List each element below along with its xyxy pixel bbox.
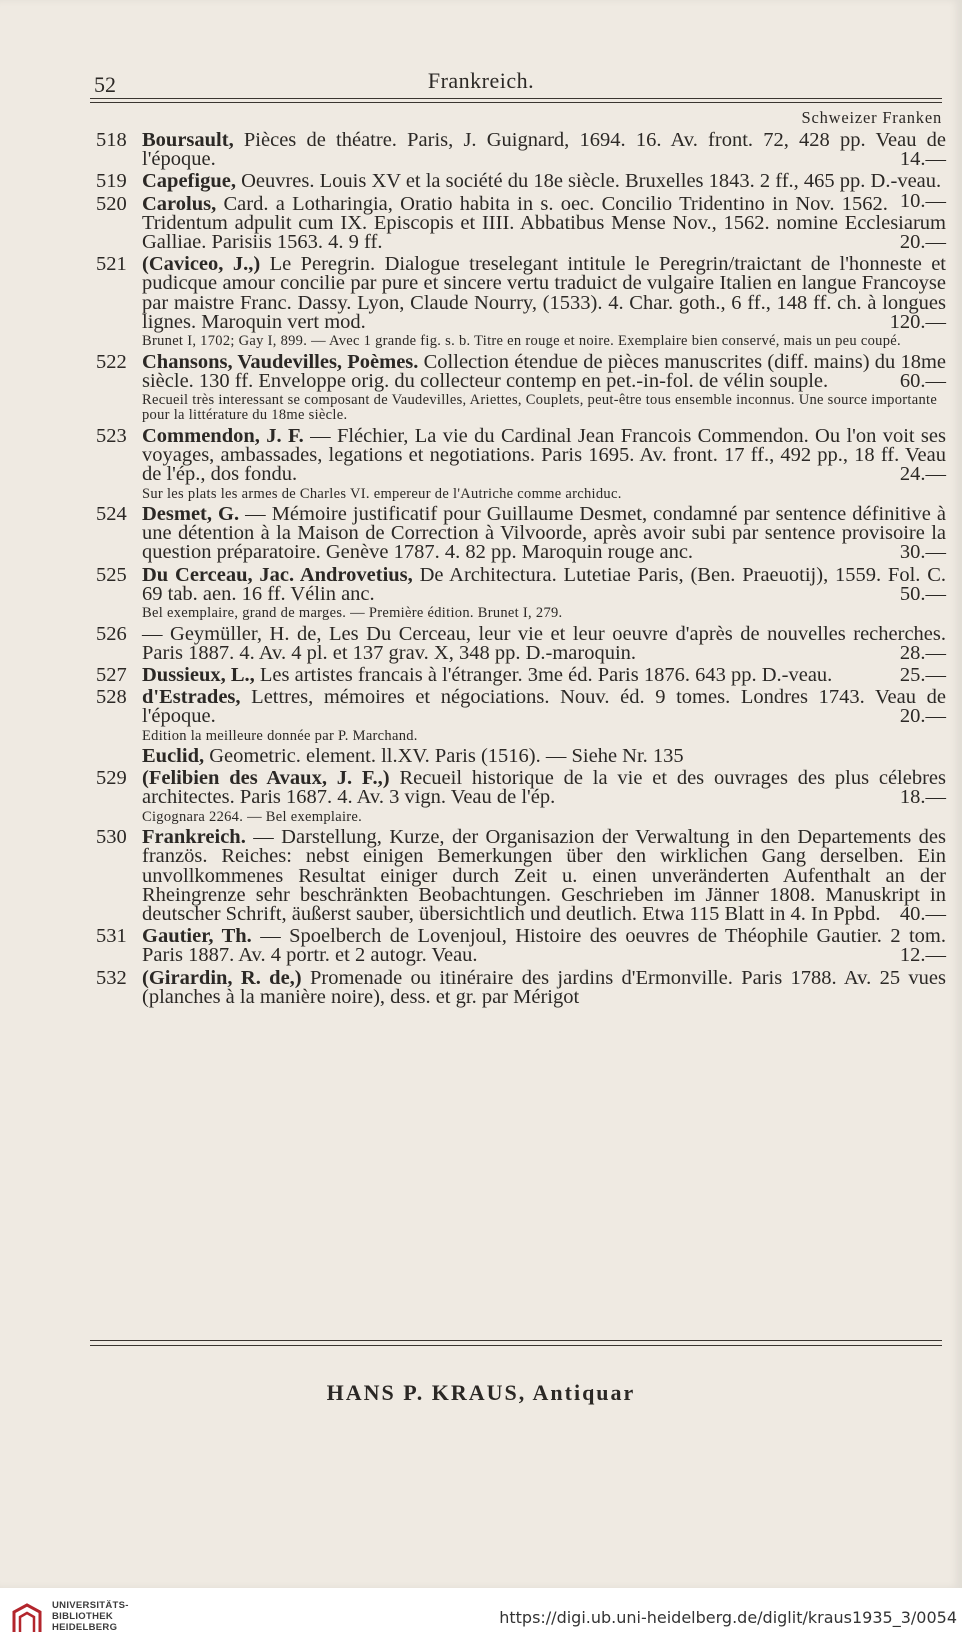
entry-author: (Caviceo, J.,) [142, 253, 261, 276]
entry-description: Promenade ou itinéraire des jardins d'Ermonville. Paris 1788. Av. 25 vues (planches à la manière noire), dess. et gr. par Mérigot [142, 966, 946, 1008]
entry-price: 40.— [899, 903, 946, 925]
source-url[interactable]: https://digi.ub.uni-heidelberg.de/diglit/kraus1935_3/0054 [499, 1608, 957, 1627]
entry-description: Pièces de théatre. Paris, J. Guignard, 1694. 16. Av. front. 72, 428 pp. Veau de l'époque. [142, 129, 946, 171]
catalog-entry [96, 747, 946, 766]
entry-description: — Mémoire justificatif pour Guillaume Desmet, condamné par sentence définitive à une détention à la Maison de Correction à Vilvoorde, après avoir subi par sentence provisoire la question préparatoire. Genève 1787. 4. 82 pp. Maroquin rouge anc. [142, 503, 946, 564]
entry-note: Recueil très interessant se composant de Vaudevilles, Ariettes, Couplets, peut-être tous ensemble inconnus. Une source importante pour la littérature du 18me siècle. [142, 391, 938, 424]
entry-author: Capefigue, [142, 170, 236, 193]
entry-number: 522 [96, 350, 127, 373]
header-rule-bottom [90, 102, 942, 103]
catalog-entry [96, 505, 946, 563]
catalog-entry [96, 622, 946, 664]
header-rule-top [90, 98, 942, 99]
entry-number: 526 [96, 622, 127, 645]
catalog-entry [96, 927, 946, 965]
entry-description: Card. a Lotharingia, Oratio habita in s. oec. Concilio Tridentino in Nov. 1562. Tridentum adpulit cum IX. Episcopis et IIII. Abbatibus Mense Nov., 1562. nomine Ecclesiarum Galliae. Parisiis 1563. 4. 9 ff. [142, 192, 946, 254]
entry-description: — Darstellung, Kurze, der Organisazion der Verwaltung in den Departements des französ. Reiches: nebst einigen Bemerkungen über den wirklichen Gang derselben. Ein unvollkommenes Resultat einiger durch Zeit u. einen unveränderten Aufenthalt an der Rheingrenze sehr beschränkten Beobachtungen. Geschrieben im Jänner 1808. Manuskript in deutscher Schrift, äußerst sauber, übersichtlich und deutlich. Etwa 115 Blatt in 4. In Ppbd. [142, 826, 946, 925]
entry-author: Boursault, [142, 129, 234, 151]
entry-author: Commendon, J. F. [142, 424, 304, 447]
catalog-entry [96, 192, 946, 254]
entry-price: 24.— [899, 463, 946, 486]
entry-price: 18.— [899, 786, 946, 809]
catalog-entry [96, 563, 947, 622]
catalog-entry [96, 688, 946, 744]
footer-rule-bottom [90, 1345, 942, 1346]
entry-price: 30.— [899, 541, 946, 564]
entry-description: — Geymüller, H. de, Les Du Cerceau, leur vie et leur oeuvre d'après de nouvelles recherches. Paris 1887. 4. Av. 4 pl. et 137 grav. X, 348 pp. D.-maroquin. [142, 622, 946, 664]
entry-number: 527 [96, 663, 127, 686]
entry-number: 529 [96, 767, 127, 790]
entry-description: Lettres, mémoires et négociations. Nouv. éd. 9 tomes. Londres 1743. Veau de l'époque. [142, 686, 946, 728]
catalog-entry [96, 350, 947, 424]
entry-number: 528 [96, 686, 127, 709]
entry-author: Euclid, [142, 745, 205, 768]
entry-note: Bel exemplaire, grand de marges. — Première édition. Brunet I, 279. [142, 605, 563, 622]
entry-text [142, 769, 946, 807]
entry-author: Du Cerceau, Jac. Androvetius, [142, 563, 413, 586]
publisher-name: HANS P. KRAUS, Antiquar [326, 1380, 636, 1405]
entry-number: 523 [96, 424, 127, 447]
entry-note: Brunet I, 1702; Gay I, 899. — Avec 1 grande fig. s. b. Titre en rouge et noire. Exemplaire bien conservé, mais un peu coupé. [142, 333, 901, 350]
entry-number: 530 [96, 826, 127, 849]
entry-number: 524 [96, 503, 127, 526]
entry-text [142, 622, 946, 664]
entry-text [142, 563, 947, 605]
entry-text [142, 688, 946, 726]
entry-number: 518 [96, 129, 127, 151]
entry-text [142, 192, 946, 254]
entry-price: 60.— [899, 369, 946, 392]
entry-text [142, 828, 946, 924]
entry-text [142, 424, 946, 486]
entry-text [142, 255, 946, 332]
entry-text [142, 505, 946, 563]
entry-note: Edition la meilleure donnée par P. Marchand. [142, 727, 418, 744]
page-number: 52 [94, 72, 116, 97]
entry-number: 532 [96, 966, 127, 989]
entry-author: Carolus, [142, 192, 217, 215]
entry-description: Recueil historique de la vie et des ouvrages des plus célebres architectes. Paris 1687. 4. Av. 3 vign. Veau de l'ép. [142, 767, 946, 809]
entry-text [142, 927, 946, 965]
entry-author: d'Estrades, [142, 686, 241, 709]
entry-author: Dussieux, L., [142, 663, 255, 686]
entry-text [142, 350, 947, 392]
entry-note: Cigognara 2264. — Bel exemplaire. [142, 808, 363, 825]
entry-number: 519 [96, 170, 127, 193]
entry-number: 520 [96, 192, 127, 215]
entry-number: 521 [96, 253, 127, 276]
entry-description: Geometric. element. ll.XV. Paris (1516). — Siehe Nr. 135 [204, 745, 684, 768]
entry-price: 10.— [899, 189, 946, 212]
entry-price: 20.— [899, 231, 946, 254]
entry-text [142, 663, 946, 686]
catalog-entries [96, 131, 946, 1010]
entry-author: Chansons, Vaudevilles, Poèmes. [142, 350, 419, 373]
entry-author: Desmet, G. [142, 503, 240, 526]
entry-description: — Spoelberch de Lovenjoul, Histoire des oeuvres de Théophile Gautier. 2 tom. Paris 1887. Av. 4 portr. et 2 autogr. Veau. [142, 925, 946, 967]
entry-description: De Architectura. Lutetiae Paris, (Ben. Praeuotij), 1559. Fol. C. 69 tab. aen. 16 ff. Vélin anc. [142, 563, 947, 605]
university-logo-icon [10, 1602, 44, 1636]
viewer-footer [0, 1588, 971, 1651]
entry-author: (Girardin, R. de,) [142, 966, 302, 989]
entry-text [142, 966, 946, 1008]
entry-price: 120.— [889, 310, 946, 333]
entry-description: Le Peregrin. Dialogue treselegant intitule le Peregrin/traictant de l'honneste et pudicque amour concilie par pure et sincere vertu traduict de vulgaire Italien en langue Francoyse par maistre Franc. Dassy. Lyon, Claude Nourry, (1533). 4. Char. goth., 6 ff., 148 ff. ch. à longues lignes. Maroquin vert mod. [142, 253, 947, 333]
catalog-entry [96, 255, 946, 349]
catalog-entry [96, 966, 946, 1008]
entry-price: 50.— [899, 582, 946, 605]
catalog-entry [96, 131, 946, 169]
page-title: Frankreich. [427, 68, 535, 93]
entry-price: 28.— [899, 641, 946, 664]
entry-note: Sur les plats les armes de Charles VI. empereur de l'Autriche comme archiduc. [142, 485, 622, 502]
catalog-entry [96, 663, 946, 686]
footer-rule-top [90, 1340, 942, 1341]
currency-subhead: Schweizer Franken [801, 108, 942, 127]
entry-description: Les artistes francais à l'étranger. 3me éd. Paris 1876. 643 pp. D.-veau. [254, 663, 833, 686]
entry-author: (Felibien des Avaux, J. F.,) [142, 767, 390, 790]
entry-description: — Fléchier, La vie du Cardinal Jean Francois Commendon. Ou l'on voit ses voyages, ambassades, legations et negotiations. Paris 1695. Av. front. 17 ff., 492 pp., 18 ff. Veau de l'ép., dos fondu. [142, 424, 946, 486]
catalog-entry [96, 828, 946, 924]
catalog-entry [96, 424, 946, 502]
entry-author: Gautier, Th. [142, 925, 252, 948]
entry-price: 25.— [899, 663, 946, 686]
entry-text [142, 131, 946, 169]
entry-description: Collection étendue de pièces manuscrites (diff. mains) du 18me siècle. 130 ff. Enveloppe orig. du collecteur contemp en pet.-in-fol. de vélin souple. [142, 350, 947, 392]
entry-description: Oeuvres. Louis XV et la société du 18e siècle. Bruxelles 1843. 2 ff., 465 pp. D.-veau. [235, 170, 942, 193]
entry-number: 531 [96, 925, 127, 948]
entry-price: 12.— [899, 944, 946, 967]
entry-author: Frankreich. [142, 826, 246, 849]
entry-price: 20.— [899, 705, 946, 728]
catalog-entry [96, 769, 946, 825]
entry-text [142, 747, 946, 766]
library-name: UNIVERSITÄTS- BIBLIOTHEK HEIDELBERG [52, 1600, 129, 1633]
entry-price: 14.— [899, 148, 946, 171]
entry-number: 525 [96, 563, 127, 586]
